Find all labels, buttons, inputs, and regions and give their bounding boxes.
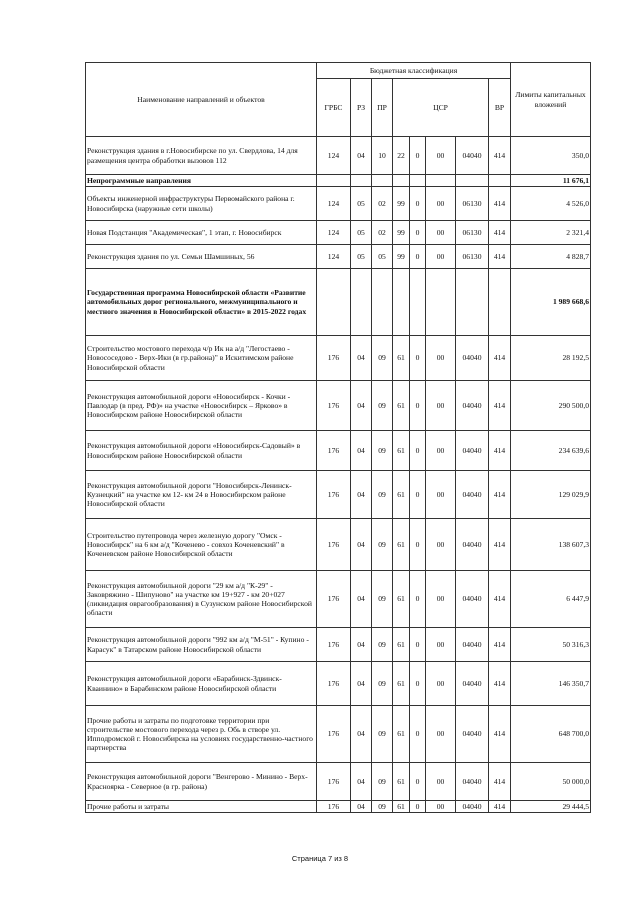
- header-grbs: ГРБС: [317, 79, 351, 137]
- cell-csr-3: [426, 269, 456, 336]
- cell-limit: 11 676,1: [511, 175, 591, 187]
- table-row: [86, 706, 591, 763]
- cell-grbs: 176: [317, 336, 351, 381]
- cell-rz: 04: [351, 471, 372, 519]
- cell-csr-2: 0: [410, 381, 426, 431]
- row-name: Реконструкция автомобильной дороги «Новосибирск - Кочки - Павлодар (в пред. РФ)» на участке «Новосибирск – Ярково» в Новосибирском районе Новосибирской области: [86, 381, 317, 431]
- cell-csr-1: 61: [393, 801, 410, 813]
- cell-vr: 414: [489, 471, 511, 519]
- cell-csr-1: 61: [393, 706, 410, 763]
- cell-csr-3: 00: [426, 336, 456, 381]
- table-row: [86, 628, 591, 662]
- cell-vr: 414: [489, 763, 511, 801]
- cell-csr-4: 06130: [456, 221, 489, 245]
- row-name: Государственная программа Новосибирской области «Развитие автомобильных дорог регионального, межмуниципального и местного значения в Новосибирской области» в 2015-2022 годах: [86, 269, 317, 336]
- row-name: Реконструкция автомобильной дороги "29 км а/д "К-29" - Заковряжино - Шипуново" на участке км 19+927 - км 20+027 (ликвидация оврагообразования) в Сузунском районе Новосибирской области: [86, 571, 317, 628]
- table-body: [86, 137, 591, 813]
- cell-csr-3: [426, 175, 456, 187]
- cell-csr-1: 61: [393, 519, 410, 571]
- cell-rz: 04: [351, 571, 372, 628]
- cell-csr-4: 04040: [456, 662, 489, 706]
- row-name: Реконструкция автомобильной дороги "Венгерово - Минино - Верх-Красноярка - Северное (в гр. района): [86, 763, 317, 801]
- cell-csr-4: 04040: [456, 571, 489, 628]
- row-name: Реконструкция автомобильной дороги "Новосибирск-Ленинск-Кузнецкий" на участке км 12- км 24 в Новосибирском районе Новосибирской области: [86, 471, 317, 519]
- cell-csr-4: [456, 175, 489, 187]
- cell-csr-3: 00: [426, 662, 456, 706]
- cell-limit: 648 700,0: [511, 706, 591, 763]
- cell-csr-3: 00: [426, 137, 456, 175]
- cell-csr-1: 61: [393, 381, 410, 431]
- cell-csr-4: 04040: [456, 336, 489, 381]
- cell-limit: 28 192,5: [511, 336, 591, 381]
- cell-pr: 09: [372, 801, 393, 813]
- cell-limit: 6 447,9: [511, 571, 591, 628]
- cell-csr-1: 61: [393, 662, 410, 706]
- cell-csr-1: 61: [393, 431, 410, 471]
- cell-rz: 04: [351, 137, 372, 175]
- header-csr: ЦСР: [393, 79, 489, 137]
- cell-limit: 234 639,6: [511, 431, 591, 471]
- cell-csr-2: 0: [410, 706, 426, 763]
- header-pr: ПР: [372, 79, 393, 137]
- cell-vr: 414: [489, 662, 511, 706]
- cell-pr: 09: [372, 763, 393, 801]
- cell-rz: 05: [351, 221, 372, 245]
- table-row: [86, 187, 591, 221]
- cell-limit: 4 526,0: [511, 187, 591, 221]
- row-name: Реконструкция автомобильной дороги «Новосибирск-Садовый» в Новосибирском районе Новосибирской области: [86, 431, 317, 471]
- cell-csr-3: 00: [426, 519, 456, 571]
- cell-csr-1: 61: [393, 571, 410, 628]
- table-row: [86, 519, 591, 571]
- cell-csr-1: 61: [393, 763, 410, 801]
- cell-csr-2: [410, 269, 426, 336]
- cell-grbs: 176: [317, 628, 351, 662]
- cell-csr-1: 61: [393, 336, 410, 381]
- cell-grbs: 176: [317, 571, 351, 628]
- cell-vr: 414: [489, 628, 511, 662]
- cell-csr-2: [410, 175, 426, 187]
- cell-grbs: 176: [317, 519, 351, 571]
- cell-csr-3: 00: [426, 187, 456, 221]
- cell-vr: 414: [489, 431, 511, 471]
- cell-grbs: 176: [317, 471, 351, 519]
- table-row: [86, 662, 591, 706]
- cell-csr-4: 04040: [456, 801, 489, 813]
- cell-csr-1: 99: [393, 187, 410, 221]
- cell-grbs: 176: [317, 706, 351, 763]
- row-name: Прочие работы и затраты: [86, 801, 317, 813]
- cell-rz: 04: [351, 519, 372, 571]
- cell-csr-2: 0: [410, 471, 426, 519]
- row-name: Реконструкция автомобильной дороги "992 км а/д "М-51" - Купино - Карасук" в Татарском районе Новосибирской области: [86, 628, 317, 662]
- row-name: Строительство путепровода через железную дорогу "Омск - Новосибирск" на 6 км а/д "Коченево - совхоз Коченевский" в Коченевском районе Новосибирской области: [86, 519, 317, 571]
- row-name: Реконструкция автомобильной дороги «Барабинск-Здвинск-Кваинино» в Барабинском районе Новосибирской области: [86, 662, 317, 706]
- cell-rz: 04: [351, 381, 372, 431]
- cell-csr-2: 0: [410, 245, 426, 269]
- cell-limit: 29 444,5: [511, 801, 591, 813]
- cell-csr-4: 04040: [456, 628, 489, 662]
- cell-csr-2: 0: [410, 187, 426, 221]
- cell-rz: 04: [351, 801, 372, 813]
- cell-rz: 04: [351, 706, 372, 763]
- table-row: [86, 221, 591, 245]
- row-name: Реконструкция здания в г.Новосибирске по ул. Свердлова, 14 для размещения центра обработки вызовов 112: [86, 137, 317, 175]
- cell-csr-4: 04040: [456, 137, 489, 175]
- row-name: Реконструкция здания по ул. Семьи Шамшиных, 56: [86, 245, 317, 269]
- cell-csr-2: 0: [410, 519, 426, 571]
- cell-vr: 414: [489, 706, 511, 763]
- cell-csr-3: 00: [426, 763, 456, 801]
- cell-rz: 04: [351, 662, 372, 706]
- cell-csr-4: 04040: [456, 431, 489, 471]
- cell-pr: 09: [372, 431, 393, 471]
- row-name: Строительство мостового перехода ч/р Ик на а/д "Легостаево - Новососедово - Верх-Ики (в гр.района)" в Искитимском районе Новосибирской области: [86, 336, 317, 381]
- cell-pr: 09: [372, 706, 393, 763]
- cell-pr: [372, 269, 393, 336]
- cell-pr: 02: [372, 187, 393, 221]
- cell-vr: 414: [489, 221, 511, 245]
- cell-vr: [489, 269, 511, 336]
- cell-csr-4: 04040: [456, 706, 489, 763]
- cell-limit: 2 321,4: [511, 221, 591, 245]
- cell-pr: 09: [372, 628, 393, 662]
- cell-limit: 138 607,3: [511, 519, 591, 571]
- cell-grbs: 176: [317, 662, 351, 706]
- cell-pr: 09: [372, 381, 393, 431]
- cell-vr: 414: [489, 245, 511, 269]
- cell-csr-3: 00: [426, 381, 456, 431]
- cell-grbs: 176: [317, 381, 351, 431]
- cell-grbs: 176: [317, 431, 351, 471]
- cell-csr-4: 04040: [456, 381, 489, 431]
- cell-pr: 09: [372, 519, 393, 571]
- cell-csr-4: 06130: [456, 187, 489, 221]
- cell-vr: 414: [489, 381, 511, 431]
- cell-grbs: [317, 175, 351, 187]
- table-row: [86, 381, 591, 431]
- cell-limit: 350,0: [511, 137, 591, 175]
- cell-vr: 414: [489, 187, 511, 221]
- cell-csr-3: 00: [426, 706, 456, 763]
- cell-limit: 50 316,3: [511, 628, 591, 662]
- row-name: Прочие работы и затраты по подготовке территории при строительстве мостового перехода через р. Обь в створе ул. Ипподромской г. Новосибирска на условиях государственно-частного партнерства: [86, 706, 317, 763]
- cell-csr-2: 0: [410, 628, 426, 662]
- table-row: [86, 269, 591, 336]
- cell-rz: [351, 175, 372, 187]
- cell-pr: 10: [372, 137, 393, 175]
- cell-grbs: 176: [317, 763, 351, 801]
- cell-grbs: 124: [317, 221, 351, 245]
- cell-rz: 04: [351, 431, 372, 471]
- table-row: [86, 763, 591, 801]
- table-row: [86, 137, 591, 175]
- header-limits: Лимиты капитальных вложений: [511, 63, 591, 137]
- cell-csr-3: 00: [426, 571, 456, 628]
- cell-csr-3: 00: [426, 471, 456, 519]
- cell-vr: 414: [489, 571, 511, 628]
- cell-pr: 09: [372, 336, 393, 381]
- cell-limit: 4 828,7: [511, 245, 591, 269]
- cell-limit: 129 029,9: [511, 471, 591, 519]
- header-budget-classification: Бюджетная классификация: [317, 63, 511, 79]
- row-name: Объекты инженерной инфраструктуры Первомайского района г. Новосибирска (наружные сети школы): [86, 187, 317, 221]
- cell-csr-4: 06130: [456, 245, 489, 269]
- cell-rz: 04: [351, 628, 372, 662]
- cell-pr: [372, 175, 393, 187]
- header-vr: ВР: [489, 79, 511, 137]
- cell-csr-1: [393, 175, 410, 187]
- cell-rz: [351, 269, 372, 336]
- cell-rz: 05: [351, 245, 372, 269]
- budget-table: [85, 62, 591, 813]
- cell-pr: 02: [372, 221, 393, 245]
- cell-rz: 05: [351, 187, 372, 221]
- cell-grbs: [317, 269, 351, 336]
- table-row: [86, 431, 591, 471]
- cell-csr-1: [393, 269, 410, 336]
- row-name: Новая Подстанция "Академическая", 1 этап, г. Новосибирск: [86, 221, 317, 245]
- table-row: [86, 471, 591, 519]
- cell-csr-2: 0: [410, 431, 426, 471]
- cell-csr-2: 0: [410, 137, 426, 175]
- cell-csr-2: 0: [410, 221, 426, 245]
- cell-grbs: 124: [317, 187, 351, 221]
- row-name: Непрограммные направления: [86, 175, 317, 187]
- table-row: [86, 336, 591, 381]
- cell-csr-4: 04040: [456, 519, 489, 571]
- cell-csr-2: 0: [410, 336, 426, 381]
- cell-rz: 04: [351, 336, 372, 381]
- cell-limit: 50 000,0: [511, 763, 591, 801]
- cell-csr-3: 00: [426, 431, 456, 471]
- cell-csr-3: 00: [426, 221, 456, 245]
- cell-csr-1: 61: [393, 471, 410, 519]
- table-row: [86, 571, 591, 628]
- page-footer: Страница 7 из 8: [291, 854, 349, 863]
- cell-csr-2: 0: [410, 571, 426, 628]
- cell-rz: 04: [351, 763, 372, 801]
- cell-grbs: 124: [317, 137, 351, 175]
- cell-csr-1: 99: [393, 245, 410, 269]
- header-rz: РЗ: [351, 79, 372, 137]
- cell-csr-3: 00: [426, 801, 456, 813]
- cell-limit: 290 500,0: [511, 381, 591, 431]
- cell-csr-3: 00: [426, 628, 456, 662]
- cell-pr: 09: [372, 471, 393, 519]
- cell-csr-2: 0: [410, 801, 426, 813]
- table-row: [86, 245, 591, 269]
- table-row: [86, 175, 591, 187]
- table-row: [86, 801, 591, 813]
- header-name: Наименование направлений и объектов: [86, 63, 317, 137]
- cell-csr-3: 00: [426, 245, 456, 269]
- cell-csr-1: 99: [393, 221, 410, 245]
- cell-vr: 414: [489, 137, 511, 175]
- cell-grbs: 124: [317, 245, 351, 269]
- cell-csr-4: 04040: [456, 471, 489, 519]
- cell-vr: 414: [489, 336, 511, 381]
- cell-vr: 414: [489, 801, 511, 813]
- cell-csr-2: 0: [410, 662, 426, 706]
- cell-pr: 05: [372, 245, 393, 269]
- cell-csr-1: 61: [393, 628, 410, 662]
- cell-pr: 09: [372, 571, 393, 628]
- cell-csr-4: [456, 269, 489, 336]
- cell-limit: 146 350,7: [511, 662, 591, 706]
- cell-grbs: 176: [317, 801, 351, 813]
- cell-csr-4: 04040: [456, 763, 489, 801]
- cell-csr-2: 0: [410, 763, 426, 801]
- cell-limit: 1 989 668,6: [511, 269, 591, 336]
- cell-pr: 09: [372, 662, 393, 706]
- cell-csr-1: 22: [393, 137, 410, 175]
- cell-vr: [489, 175, 511, 187]
- cell-vr: 414: [489, 519, 511, 571]
